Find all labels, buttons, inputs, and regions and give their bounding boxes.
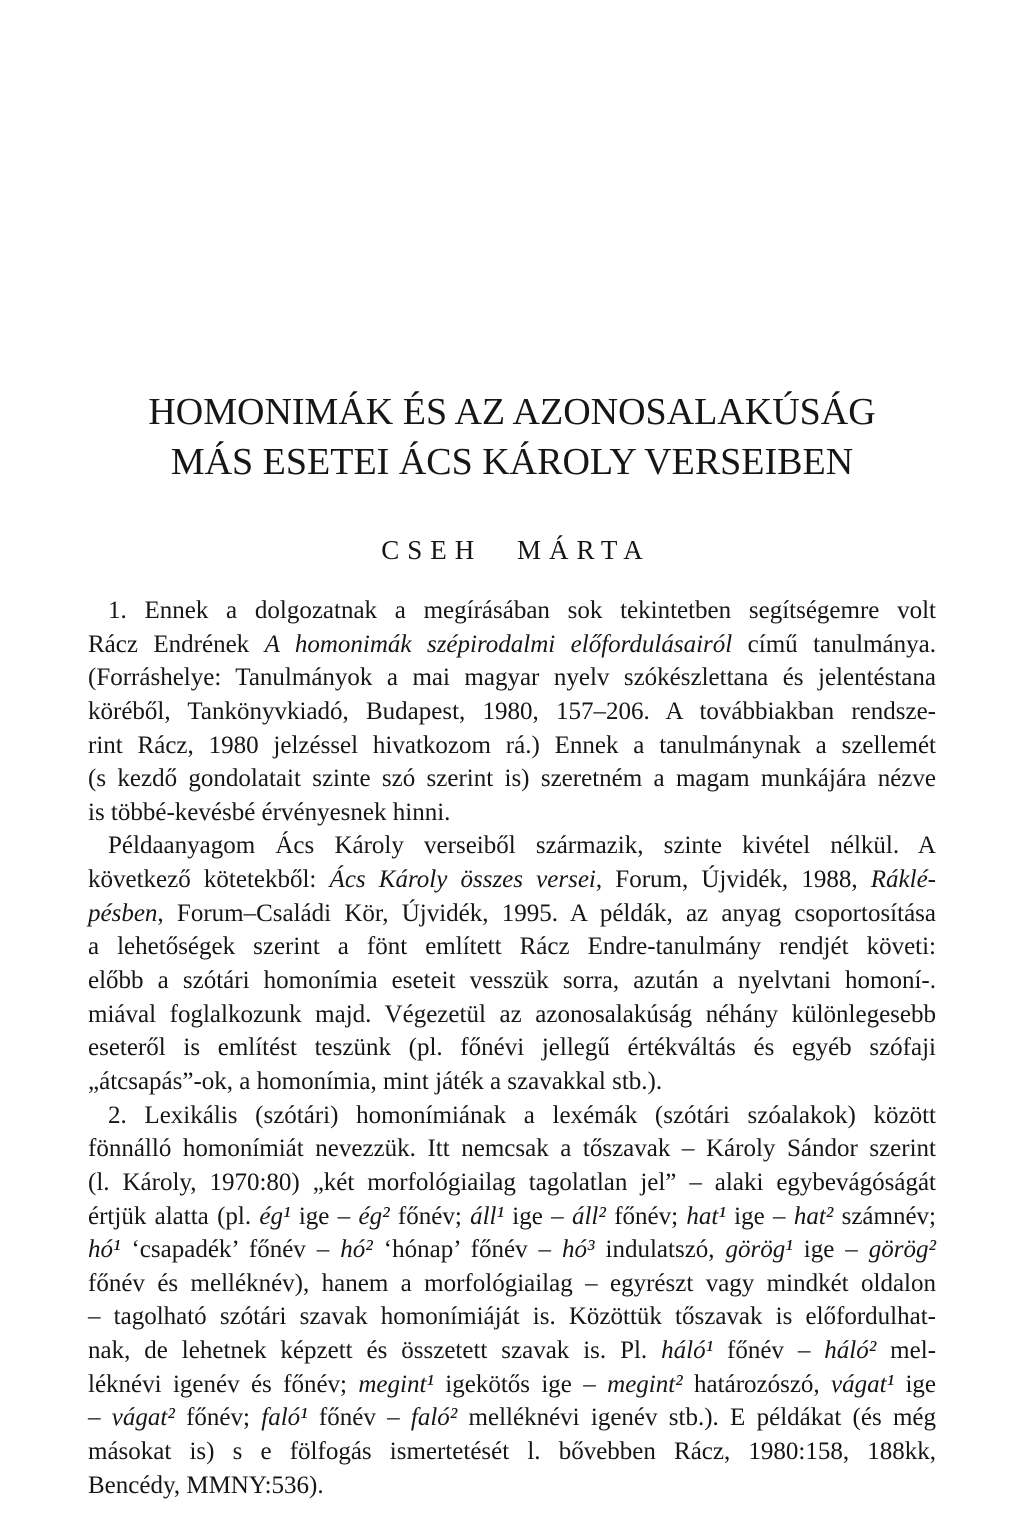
text-run: nak, de lehetnek képzett és összetett szavak is. Pl. (88, 1337, 662, 1365)
article-title-line: MÁS ESETEI ÁCS KÁROLY VERSEIBEN (170, 441, 854, 483)
example-word: háló¹ (661, 1337, 714, 1365)
body-line: – tagolható szótári szavak homonímiáját is. Közöttük tőszavak is előfordulhat- (88, 1303, 936, 1331)
example-word: hat² (793, 1202, 834, 1230)
text-run: indulatszó, (594, 1236, 726, 1264)
text-run: ‘csapadék’ főnév – (120, 1236, 341, 1264)
body-line (88, 1334, 936, 1368)
example-word: faló² (410, 1404, 458, 1432)
text-run: számnév; (833, 1202, 937, 1230)
body-line (88, 628, 936, 662)
body-line (88, 897, 936, 931)
work-title: A homonimák szépirodalmi előfordulásairól (264, 630, 733, 658)
body-line: előbb a szótári homonímia eseteit vesszük sorra, azután a nyelvtani homoní-. (88, 967, 936, 995)
body-line: Bencédy, MMNY:536). (88, 1471, 324, 1499)
example-word: vágat² (111, 1404, 175, 1432)
body-line: főnév és melléknév), hanem a morfológiailag – egyrészt vagy mindkét oldalon (88, 1269, 936, 1297)
example-word: vágat¹ (831, 1370, 895, 1398)
body-line (88, 1401, 936, 1435)
body-line (88, 1368, 936, 1402)
text-run: léknévi igenév és főnév; (88, 1370, 359, 1398)
text-run: határozószó, (682, 1370, 832, 1398)
example-word: faló¹ (261, 1404, 308, 1432)
text-run: ige – (290, 1202, 359, 1230)
example-word: hat¹ (686, 1202, 726, 1230)
body-line: a lehetőségek szerint a fönt említett Rácz Endre-tanulmány rendjét követi: (88, 933, 936, 961)
article-body (88, 594, 936, 1502)
body-line: is többé-kevésbé érvényesnek hinni. (88, 798, 451, 826)
body-line: 2. Lexikális (szótári) homonímiának a lexémák (szótári szóalakok) között (108, 1101, 936, 1129)
text-run: melléknévi igenév stb.). E példákat (és még (457, 1404, 937, 1432)
text-run: következő kötetekből: (88, 866, 330, 894)
body-line: „átcsapás”-ok, a homonímia, mint játék a szavakkal stb.). (88, 1067, 663, 1095)
text-run: főnév; (605, 1202, 687, 1230)
text-run: főnév; (174, 1404, 262, 1432)
body-line: (l. Károly, 1970:80) „két morfológiailag tagolatlan jel” – alaki egybevágóságát (88, 1168, 936, 1196)
body-line: köréből, Tankönyvkiadó, Budapest, 1980, 157–206. A továbbiakban rendsze- (88, 697, 936, 725)
example-word: görög¹ (725, 1236, 793, 1264)
body-line (88, 1200, 936, 1234)
work-title: Ács Károly összes versei (329, 866, 596, 894)
body-line: fönnálló homonímiát nevezzük. Itt nemcsak a tőszavak – Károly Sándor szerint (88, 1135, 936, 1163)
text-run: ige – (792, 1236, 869, 1264)
body-line: Példaanyagom Ács Károly verseiből származik, szinte kivétel nélkül. A (108, 832, 936, 860)
text-run: mel- (876, 1337, 936, 1365)
text-run: értjük alatta (pl. (88, 1202, 260, 1230)
example-word: áll¹ (470, 1202, 504, 1230)
text-run: , Forum, Újvidék, 1988, (595, 866, 871, 894)
text-run: főnév – (307, 1404, 411, 1432)
body-line: másokat is) s e fölfogás ismertetését l. bővebben Rácz, 1980:158, 188kk, (88, 1438, 936, 1466)
text-run: főnév – (713, 1337, 825, 1365)
work-title: Ráklé- (870, 866, 936, 894)
text-run: ige – (503, 1202, 572, 1230)
text-run: ige (894, 1370, 936, 1398)
text-run: című tanulmánya. (732, 630, 936, 658)
example-word: ég¹ (259, 1202, 291, 1230)
example-word: hó³ (562, 1236, 595, 1264)
text-run: főnév; (389, 1202, 471, 1230)
body-line (88, 863, 936, 897)
example-word: megint¹ (358, 1370, 434, 1398)
text-run: ige – (725, 1202, 794, 1230)
example-word: áll² (571, 1202, 606, 1230)
body-line (88, 1233, 936, 1267)
text-run: , Forum–Családi Kör, Újvidék, 1995. A példák, az anyag csoportosítása (157, 899, 936, 927)
example-word: háló² (824, 1337, 877, 1365)
author-name: CSEH MÁRTA (381, 535, 651, 565)
article-title (0, 387, 1024, 487)
text-run: Rácz Endrének (88, 630, 265, 658)
body-line: rint Rácz, 1980 jelzéssel hivatkozom rá.) Ennek a tanulmánynak a szellemét (88, 731, 936, 759)
example-word: hó² (340, 1236, 373, 1264)
body-line: eseteről is említést teszünk (pl. főnévi jellegű értékváltás és egyéb szófaji (88, 1034, 936, 1062)
example-word: megint² (607, 1370, 683, 1398)
text-run: igekötős ige – (433, 1370, 608, 1398)
body-line: (s kezdő gondolatait szinte szó szerint is) szeretném a magam munkájára nézve (88, 765, 936, 793)
body-line: (Forráshelye: Tanulmányok a mai magyar nyelv szókészlettana és jelentéstana (88, 664, 936, 692)
text-run: ‘hónap’ főnév – (372, 1236, 563, 1264)
article-title-line: HOMONIMÁK ÉS AZ AZONOSALAKÚSÁG (148, 391, 876, 433)
text-run: – (88, 1404, 112, 1432)
body-line: miával foglalkozunk majd. Végezetül az azonosalakúság néhány különlegesebb (88, 1000, 936, 1028)
example-word: ég² (358, 1202, 390, 1230)
example-word: görög² (868, 1236, 936, 1264)
work-title: pésben (88, 899, 158, 927)
example-word: hó¹ (88, 1236, 121, 1264)
body-line: 1. Ennek a dolgozatnak a megírásában sok tekintetben segítségemre volt (108, 597, 936, 624)
